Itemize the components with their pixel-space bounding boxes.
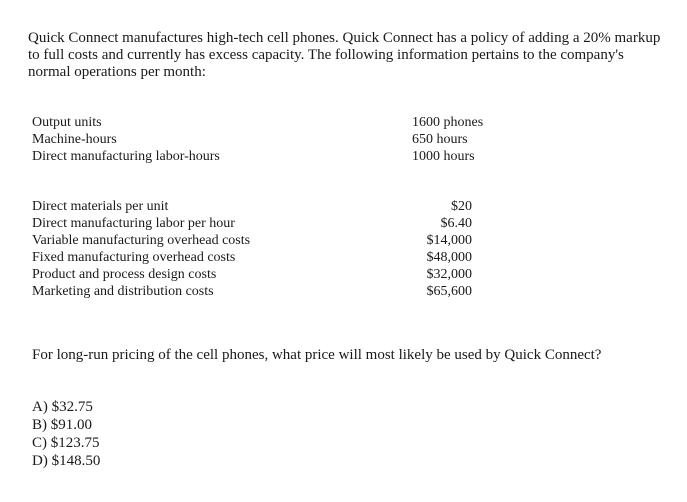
cost-label: Direct materials per unit	[32, 199, 169, 214]
cost-value: $32,000	[426, 267, 472, 282]
answer-choice-a: A) $32.75	[32, 399, 93, 415]
cost-value: $6.40	[440, 216, 472, 231]
answer-choice-c: C) $123.75	[32, 435, 100, 451]
cost-value: $65,600	[426, 284, 472, 299]
cost-row-marketing-costs	[32, 283, 472, 300]
cost-value: $14,000	[426, 233, 472, 248]
operations-row-labor-hours	[32, 148, 475, 165]
cost-row-variable-overhead	[32, 232, 472, 249]
cost-label: Variable manufacturing overhead costs	[32, 233, 251, 248]
question-text: For long-run pricing of the cell phones, what price will most likely be used by Quick Connect?	[32, 347, 602, 363]
operations-value: 650 hours	[412, 132, 468, 147]
cost-label: Marketing and distribution costs	[32, 284, 214, 299]
operations-row-output-units	[32, 114, 484, 131]
answer-choice-b: B) $91.00	[32, 417, 92, 433]
problem-intro: Quick Connect manufactures high-tech cell phones. Quick Connect has a policy of adding a 20% markup to full costs and currently has excess capacity. The following information pertains to the company's normal operations per month:	[28, 30, 661, 80]
cost-label: Direct manufacturing labor per hour	[32, 216, 235, 231]
answer-choice-d: D) $148.50	[32, 453, 101, 469]
cost-row-fixed-overhead	[32, 249, 472, 266]
operations-label: Machine-hours	[32, 132, 117, 147]
operations-value: 1000 hours	[412, 149, 475, 164]
cost-value: $48,000	[426, 250, 472, 265]
cost-label: Product and process design costs	[32, 267, 217, 282]
cost-value: $20	[451, 199, 472, 214]
cost-row-design-costs	[32, 266, 472, 283]
operations-value: 1600 phones	[412, 115, 484, 130]
operations-row-machine-hours	[32, 131, 472, 148]
cost-label: Fixed manufacturing overhead costs	[32, 250, 236, 265]
cost-row-direct-materials	[32, 198, 472, 215]
cost-row-direct-labor	[32, 215, 472, 232]
operations-label: Direct manufacturing labor-hours	[32, 149, 220, 164]
operations-label: Output units	[32, 115, 102, 130]
